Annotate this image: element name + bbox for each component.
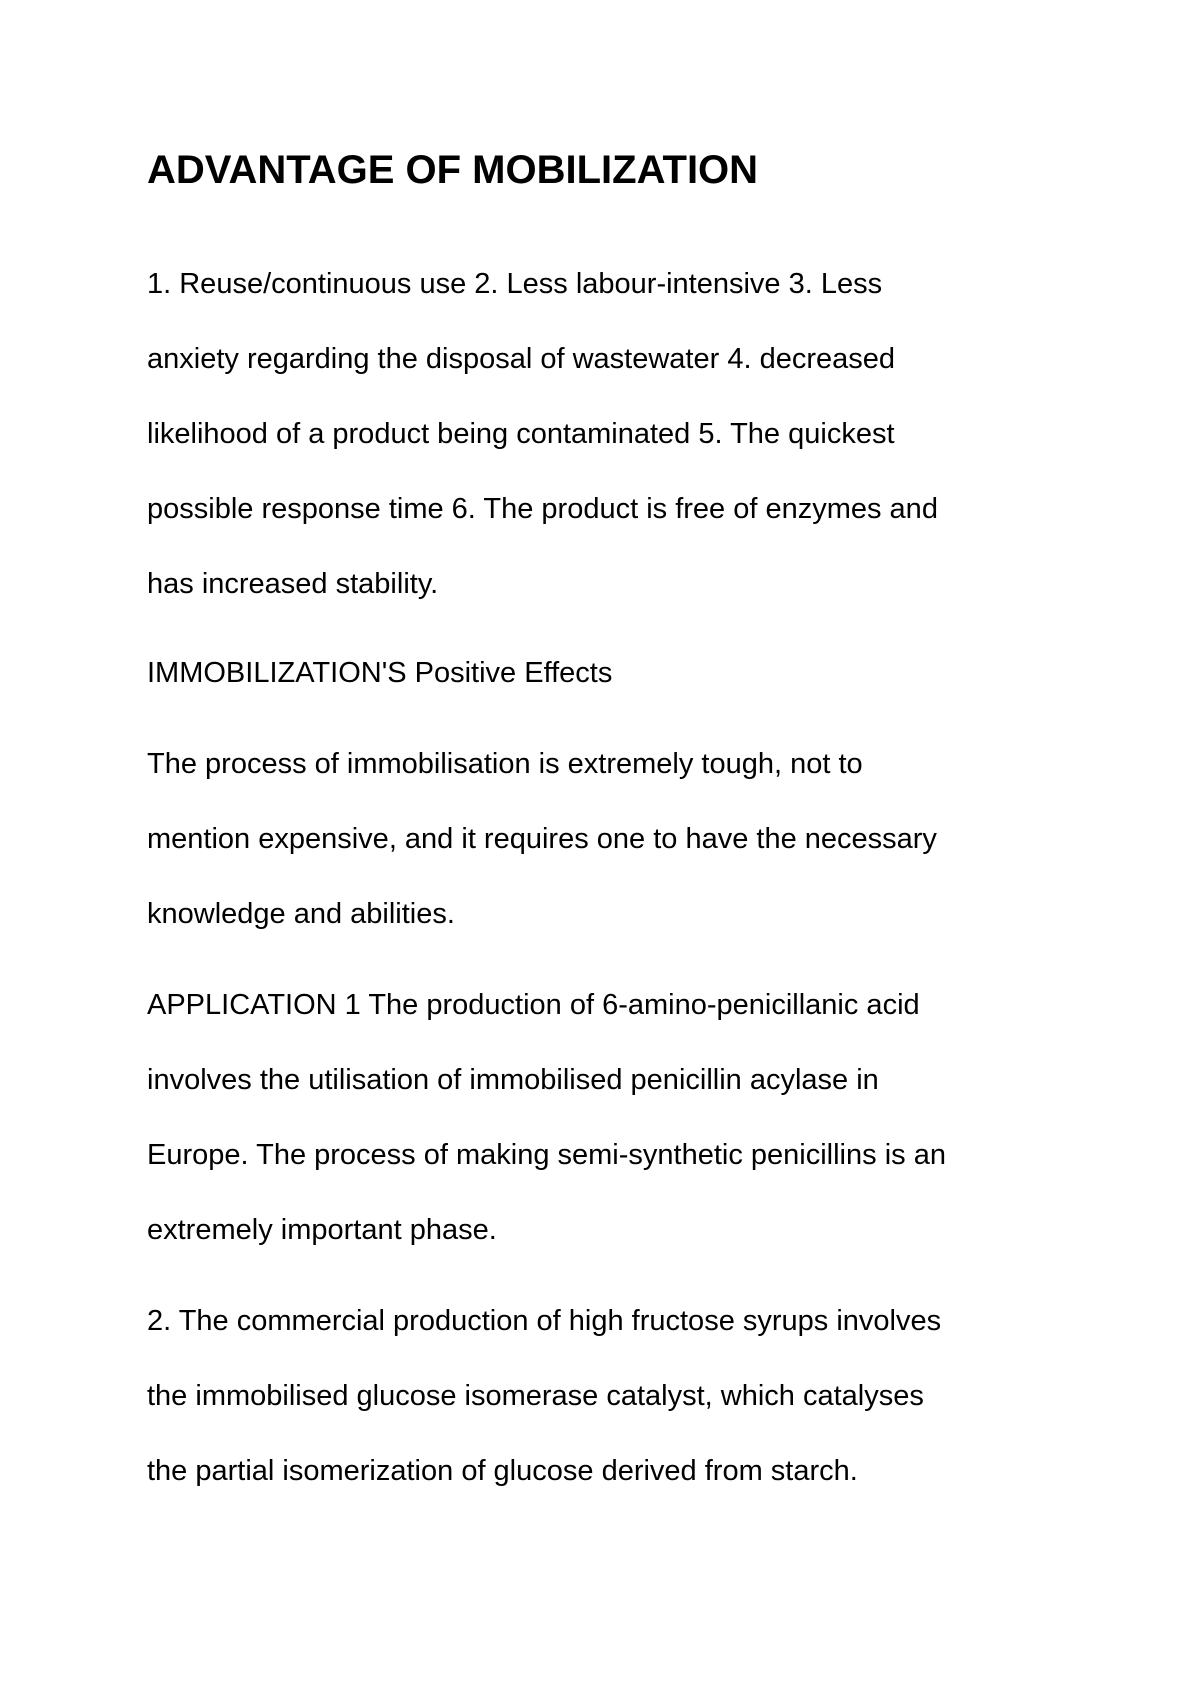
paragraph-line: 1. Reuse/continuous use 2. Less labour-intensive 3. Less xyxy=(147,268,883,300)
paragraph-line: knowledge and abilities. xyxy=(147,898,455,930)
paragraph-line: APPLICATION 1 The production of 6-amino-penicillanic acid xyxy=(147,989,920,1021)
paragraph-line: likelihood of a product being contaminated 5. The quickest xyxy=(147,418,895,450)
paragraph-line: involves the utilisation of immobilised penicillin acylase in xyxy=(147,1064,879,1096)
paragraph-line: Europe. The process of making semi-synthetic penicillins is an xyxy=(147,1139,946,1171)
paragraph-line: extremely important phase. xyxy=(147,1214,497,1246)
paragraph-advantages xyxy=(147,247,938,622)
paragraph-line: the immobilised glucose isomerase catalyst, which catalyses xyxy=(147,1380,924,1412)
paragraph-application-2 xyxy=(147,1284,941,1509)
paragraph-line: has increased stability. xyxy=(147,568,439,600)
paragraph-line: 2. The commercial production of high fructose syrups involves xyxy=(147,1305,942,1337)
paragraph-line: mention expensive, and it requires one to have the necessary xyxy=(147,823,937,855)
paragraph-line: IMMOBILIZATION'S Positive Effects xyxy=(147,657,613,689)
paragraph-line: anxiety regarding the disposal of wastewater 4. decreased xyxy=(147,343,895,375)
paragraph-line: the partial isomerization of glucose derived from starch. xyxy=(147,1455,858,1487)
paragraph-application-1 xyxy=(147,968,946,1268)
paragraph-process xyxy=(147,727,937,952)
paragraph-line: The process of immobilisation is extremely tough, not to xyxy=(147,748,863,780)
document-heading: ADVANTAGE OF MOBILIZATION xyxy=(147,148,759,192)
paragraph-positive-effects xyxy=(147,636,612,711)
paragraph-line: possible response time 6. The product is free of enzymes and xyxy=(147,493,938,525)
